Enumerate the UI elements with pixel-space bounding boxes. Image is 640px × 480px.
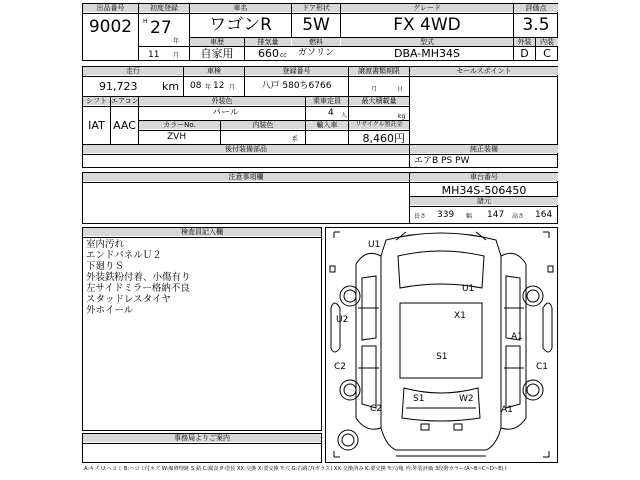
int-color-label: 内装色 bbox=[221, 121, 305, 129]
first-reg-month: 11 bbox=[148, 50, 160, 60]
usage-label: 車歴 bbox=[190, 38, 244, 46]
length-label: 長さ bbox=[414, 213, 427, 220]
damage-legend: A:キズ U:ヘコミ B:ヘコミ付キズ W:線修理跡 S:錆 C:腐食 P:塗装 XX:交換 X:要交換 Y:穴 G:石跳び(ガラス) XX:交換済み K:要交換 Y:穴/亀 内:外装評価 3段階カラー(A~B~C~D~E) I bbox=[84, 466, 507, 472]
aircon: AAC bbox=[113, 119, 136, 132]
exterior-label: 外装 bbox=[514, 38, 535, 46]
length: 339 bbox=[437, 210, 455, 220]
fuel: ガソリン bbox=[297, 48, 334, 58]
width-label: 幅 bbox=[466, 213, 473, 220]
score: 3.5 bbox=[522, 15, 550, 35]
note-line: 左サイドミラー格納不良 bbox=[86, 283, 190, 294]
height: 164 bbox=[535, 210, 553, 220]
mileage-unit: km bbox=[162, 80, 180, 93]
damage-mark: C2 bbox=[370, 404, 383, 414]
displacement-unit: cc bbox=[280, 52, 287, 59]
damage-mark: C1 bbox=[536, 362, 549, 372]
fuel-label: 燃料 bbox=[292, 38, 340, 46]
year-unit: 年 bbox=[173, 38, 180, 45]
month-unit: 月 bbox=[173, 52, 180, 59]
expiry-day-unit: 日 bbox=[397, 86, 404, 93]
car-name: ワゴンR bbox=[209, 15, 272, 35]
interior-grade: C bbox=[543, 47, 551, 60]
recycle-fee: 8,460円 bbox=[362, 132, 405, 145]
note-line: 室内汚れ bbox=[86, 239, 125, 250]
first-reg-label: 初度登録 bbox=[139, 4, 189, 12]
notes-label: 注意事項欄 bbox=[83, 173, 409, 181]
inspection-month: 12 bbox=[213, 81, 225, 91]
reg-no-label: 登録番号 bbox=[245, 67, 348, 75]
damage-mark: W2 bbox=[459, 394, 474, 404]
expiry-month-unit: 月 bbox=[371, 86, 378, 93]
displacement-label: 排気量 bbox=[245, 38, 291, 46]
note-line: エンドパネルＵ２ bbox=[86, 250, 162, 261]
inspection-notes-label: 検査員記入欄 bbox=[83, 228, 321, 236]
grade-label: グレード bbox=[341, 4, 513, 12]
genuine-equipment: エアB PS PW bbox=[414, 156, 470, 166]
aircon-label: エアコン bbox=[111, 97, 139, 105]
chassis-label: 車台番号 bbox=[410, 173, 558, 181]
expiry-label: 譲渡書類期限 bbox=[349, 67, 409, 75]
insp-year-unit: 年 bbox=[205, 84, 212, 91]
model-label: 型式 bbox=[341, 38, 513, 46]
car-name-label: 車名 bbox=[190, 4, 291, 12]
mileage: 91,723 bbox=[99, 80, 138, 93]
import-label: 輸入車 bbox=[306, 121, 348, 129]
damage-mark: U2 bbox=[336, 315, 349, 325]
shift: IAT bbox=[88, 119, 105, 132]
note-line: 外装鉄粉付着、小傷有り bbox=[86, 272, 191, 283]
damage-mark: U1 bbox=[368, 240, 381, 250]
int-color-unit: 系 bbox=[292, 136, 299, 143]
damage-mark: S1 bbox=[436, 352, 448, 362]
max-load-unit: kg bbox=[398, 113, 406, 120]
insp-month-unit: 月 bbox=[229, 84, 236, 91]
displacement: 660 bbox=[258, 47, 279, 60]
ext-color: パール bbox=[212, 108, 239, 118]
color-no: ZVH bbox=[167, 132, 187, 142]
damage-mark: X1 bbox=[454, 311, 466, 321]
usage: 自家用 bbox=[200, 47, 234, 60]
inspection-label: 車検 bbox=[184, 67, 244, 75]
doors-label: ドア形状 bbox=[292, 4, 340, 12]
capacity-unit: 人 bbox=[341, 112, 348, 119]
damage-diagram bbox=[325, 227, 558, 463]
reg-no: 八戸 580ち6766 bbox=[261, 81, 332, 91]
score-label: 評価点 bbox=[514, 4, 558, 12]
damage-mark: S1 bbox=[413, 394, 425, 404]
capacity-label: 乗車定員 bbox=[306, 97, 348, 105]
color-no-label: カラーNo. bbox=[139, 121, 220, 129]
doors: 5W bbox=[302, 15, 330, 35]
exterior-grade: D bbox=[520, 47, 529, 60]
first-reg-year: 27 bbox=[150, 18, 172, 38]
width: 147 bbox=[487, 210, 505, 220]
era-mark: H bbox=[143, 18, 148, 25]
note-line: 下廻りＳ bbox=[86, 261, 125, 272]
interior-label: 内装 bbox=[536, 38, 558, 46]
note-line: スタッドレスタイヤ bbox=[86, 294, 172, 305]
spec-label: 諸元 bbox=[410, 197, 558, 205]
damage-mark: U1 bbox=[462, 284, 475, 294]
genuine-label: 純正装備 bbox=[410, 145, 558, 153]
ext-color-label: 外装色 bbox=[139, 97, 305, 105]
damage-mark: A1 bbox=[501, 405, 513, 415]
height-label: 高さ bbox=[512, 213, 525, 220]
lot-no: 9002 bbox=[88, 17, 133, 37]
max-load-label: 最大積載量 bbox=[349, 97, 409, 105]
sales-point-label: セールスポイント bbox=[410, 67, 558, 75]
inspection-notes bbox=[86, 239, 191, 316]
capacity: 4 bbox=[328, 108, 334, 118]
shift-label: シフト bbox=[83, 97, 110, 105]
damage-mark: C2 bbox=[334, 362, 347, 372]
lot-no-label: 出品番号 bbox=[83, 4, 138, 12]
recycle-label: リサイクル預託金 bbox=[349, 121, 409, 129]
damage-mark: A1 bbox=[511, 332, 523, 342]
mileage-label: 走行 bbox=[83, 67, 183, 75]
chassis-no: MH34S-506450 bbox=[441, 184, 527, 197]
office-label: 事務局よりご案内 bbox=[83, 434, 321, 442]
inspection-year: 08 bbox=[190, 81, 202, 91]
grade: FX 4WD bbox=[393, 15, 461, 35]
aftermarket-label: 後付装備部品 bbox=[83, 145, 409, 153]
note-line: 外ホイール bbox=[86, 305, 134, 316]
model: DBA-MH34S bbox=[393, 47, 460, 60]
